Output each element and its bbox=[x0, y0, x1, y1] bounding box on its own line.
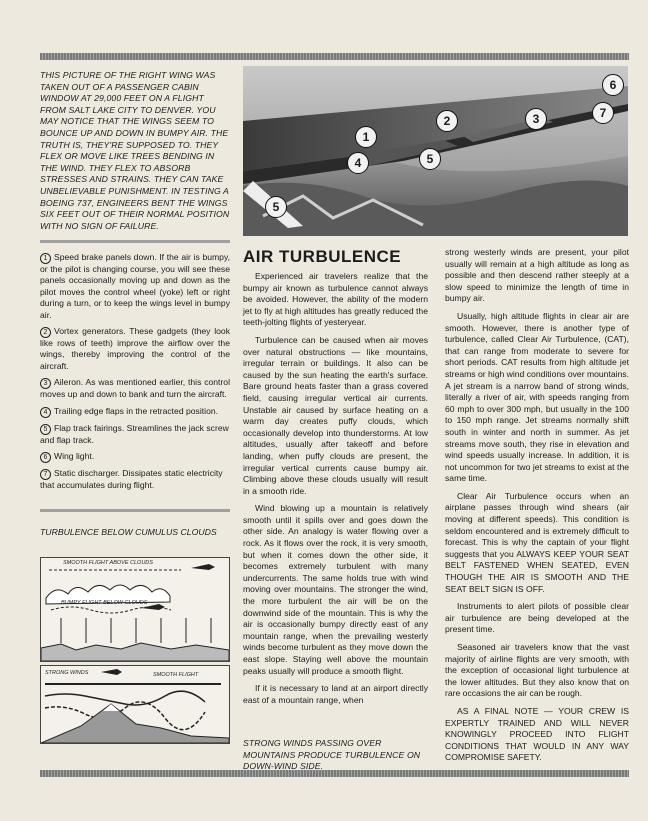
paragraph: Instruments to alert pilots of possible clear air turbulence are being developed at the present time. bbox=[445, 601, 629, 635]
legend-item-2 bbox=[40, 326, 230, 372]
paragraph: Usually, high altitude flights in clear air are smooth. However, there is another type of turbulence, called Clear Air Turbulence, (CAT), that can range from moderate to severe for short periods. CAT results from high altitude jet streams or high wind conditions over mountains. A jet stream is a narrow band of strong winds, literally a river of air, with speeds ranging from 60 mph to over 300 mph, but usually in the 100 to 150 mph range. Jet streams normally shift south in winter and north in summer. As jet streams move south, they rise in elevation and wind speeds usually increase. In addition, it is not uncommon for two jet streams to exist at the same time. bbox=[445, 310, 629, 484]
article-column-middle bbox=[243, 271, 428, 712]
wing-parts-legend bbox=[40, 252, 230, 496]
paragraph: Seasoned air travelers know that the vast majority of airline flights are very smooth, with the exception of occasional light turbulence at the lower altitudes. But they also know that on rare occasions the air can be rough. bbox=[445, 642, 629, 699]
top-rule bbox=[40, 53, 629, 60]
wing-photo bbox=[243, 66, 628, 236]
callout-5a: 5 bbox=[419, 148, 441, 170]
callout-6: 6 bbox=[602, 74, 624, 96]
smooth-flight-label-2: SMOOTH FLIGHT bbox=[153, 672, 199, 678]
mountain-wave-drawing bbox=[41, 666, 229, 743]
legend-item-6 bbox=[40, 451, 230, 463]
paragraph: Experienced air travelers realize that the bumpy air known as turbulence cannot always be avoided. However, the ability of the modern jet to fly at high altitudes has greatly reduced the teeth-jolting flights of yesteryear. bbox=[243, 271, 428, 328]
legend-text: Flap track fairings. Streamlines the jack screw and flap track. bbox=[40, 422, 229, 445]
legend-number: 3 bbox=[40, 378, 51, 389]
paragraph: Turbulence can be caused when air moves over natural obstructions — like mountains, irregular terrain or buildings. It also can be caused by the sun heating the earth's surface. Bare ground heats faster than a grass covered field, causing irregular vertical air currents. Unstable air caused by surface heating on a warm day creates puffy clouds, which occasionally develop into thunderstorms. At low altitudes, usually after takeoff and before landing, when puffy clouds are present, the irregular vertical currents cause bumpy air. Climbing above these clouds usually will result in a smooth ride. bbox=[243, 334, 428, 496]
callout-4: 4 bbox=[347, 152, 369, 174]
legend-text: Static discharger. Dissipates static electricity that accumulates during flight. bbox=[40, 468, 223, 491]
callout-1: 1 bbox=[355, 126, 377, 148]
legend-number: 2 bbox=[40, 327, 51, 338]
legend-text: Wing light. bbox=[54, 451, 95, 462]
legend-item-5 bbox=[40, 423, 230, 446]
photo-caption: THIS PICTURE OF THE RIGHT WING WAS TAKEN OUT OF A PASSENGER CABIN WINDOW AT 29,000 FEET ON A FLIGHT FROM SALT LAKE CITY TO DENVER. YOU MAY NOTICE THAT THE WINGS SEEM TO BOUNCE UP AND DOWN IN BUMPY AIR. THE TRUTH IS, THEY'RE SUPPOSED TO. THEY FLEX OR MOVE LIKE TREES BENDING IN THE WIND. THEY FLEX TO ABSORB STRESSES AND STRAINS. THEY CAN TAKE UNBELIEVABLE PUNISHMENT. IN TESTING A BOEING 737, ENGINEERS BENT THE WINGS SIX FEET OUT OF THEIR NORMAL POSITION WITH NO SIGN OF FAILURE. bbox=[40, 70, 230, 231]
legend-text: Aileron. As was mentioned earlier, this control moves up and down to bank and turn the aircraft. bbox=[40, 377, 230, 400]
legend-text: Vortex generators. These gadgets (they look like rows of teeth) improve the airflow over the wings, thereby improving the control of the aircraft. bbox=[40, 326, 230, 371]
mountain-wave-diagram bbox=[40, 665, 230, 744]
legend-item-3 bbox=[40, 377, 230, 400]
cumulus-diagram bbox=[40, 557, 230, 662]
legend-bottom-rule bbox=[40, 509, 230, 512]
paragraph: strong westerly winds are present, your pilot usually will remain at a high altitude as long as possible and then descend rather steeply at a slow speed to minimize the length of time in bumpy air. bbox=[445, 247, 629, 304]
legend-text: Trailing edge flaps in the retracted position. bbox=[54, 405, 219, 416]
legend-item-4 bbox=[40, 406, 230, 418]
legend-number: 6 bbox=[40, 452, 51, 463]
article-column-right bbox=[445, 247, 629, 770]
diagram-heading: TURBULENCE BELOW CUMULUS CLOUDS bbox=[40, 527, 217, 537]
paragraph: If it is necessary to land at an airport directly east of a mountain range, when bbox=[243, 683, 428, 705]
legend-item-7 bbox=[40, 468, 230, 491]
paragraph: Wind blowing up a mountain is relatively smooth until it spills over and goes down the other side. An analogy is water flowing over a rock. As it flows over the rock, it is very smooth, but when it comes down the other side, it becomes extremely turbulent with many undercurrents. The same holds true with wind moving over mountains. The stronger the wind, the more turbulent the air will be on the downwind side of the mountain. This is why the air is occasionally bumpy directly east of any mountain range, when the prevailing westerly winds become turbulent as they move down the east slope. Staying well above the mountain peaks usually will produce a smooth flight. bbox=[243, 503, 428, 676]
cumulus-diagram-drawing bbox=[41, 558, 229, 661]
bumpy-flight-label: BUMPY FLIGHT BELOW CLOUDS bbox=[61, 600, 148, 606]
callout-3: 3 bbox=[525, 108, 547, 130]
article-title: AIR TURBULENCE bbox=[243, 247, 402, 266]
callout-7: 7 bbox=[592, 102, 614, 124]
legend-number: 1 bbox=[40, 253, 51, 264]
legend-item-1 bbox=[40, 252, 230, 321]
callout-5b: 5 bbox=[265, 196, 287, 218]
smooth-flight-label: SMOOTH FLIGHT ABOVE CLOUDS bbox=[63, 560, 153, 566]
legend-number: 7 bbox=[40, 469, 51, 480]
callout-2: 2 bbox=[436, 110, 458, 132]
paragraph: AS A FINAL NOTE — YOUR CREW IS EXPERTLY TRAINED AND WILL NEVER KNOWINGLY PROCEED INTO FLIGHT CONDITIONS THAT WOULD IN ANY WAY COMPROMISE SAFETY. bbox=[445, 705, 629, 763]
legend-number: 4 bbox=[40, 407, 51, 418]
legend-text: Speed brake panels down. If the air is bumpy, or the pilot is changing course, you will see these panels occasionally moving up and down as the pilot moves the control wheel (yoke) left or right during a turn, or to keep the wings level in bumpy air. bbox=[40, 252, 230, 320]
bottom-caption: STRONG WINDS PASSING OVER MOUNTAINS PRODUCE TURBULENCE ON DOWN-WIND SIDE. bbox=[243, 738, 421, 772]
legend-number: 5 bbox=[40, 424, 51, 435]
strong-winds-label: STRONG WINDS bbox=[45, 670, 89, 676]
paragraph: Clear Air Turbulence occurs when an airplane passes through wind shears (air moving at different speeds). This condition is seldom encountered and is extremely difficult to forecast. This is why the captain of your flight suggests that you ALWAYS KEEP YOUR SEAT BELT FASTENED WHEN SEATED, EVEN THOUGH THE AIR IS SMOOTH AND THE SEAT BELT SIGN IS OFF. bbox=[445, 490, 629, 594]
legend-top-rule bbox=[40, 240, 230, 243]
